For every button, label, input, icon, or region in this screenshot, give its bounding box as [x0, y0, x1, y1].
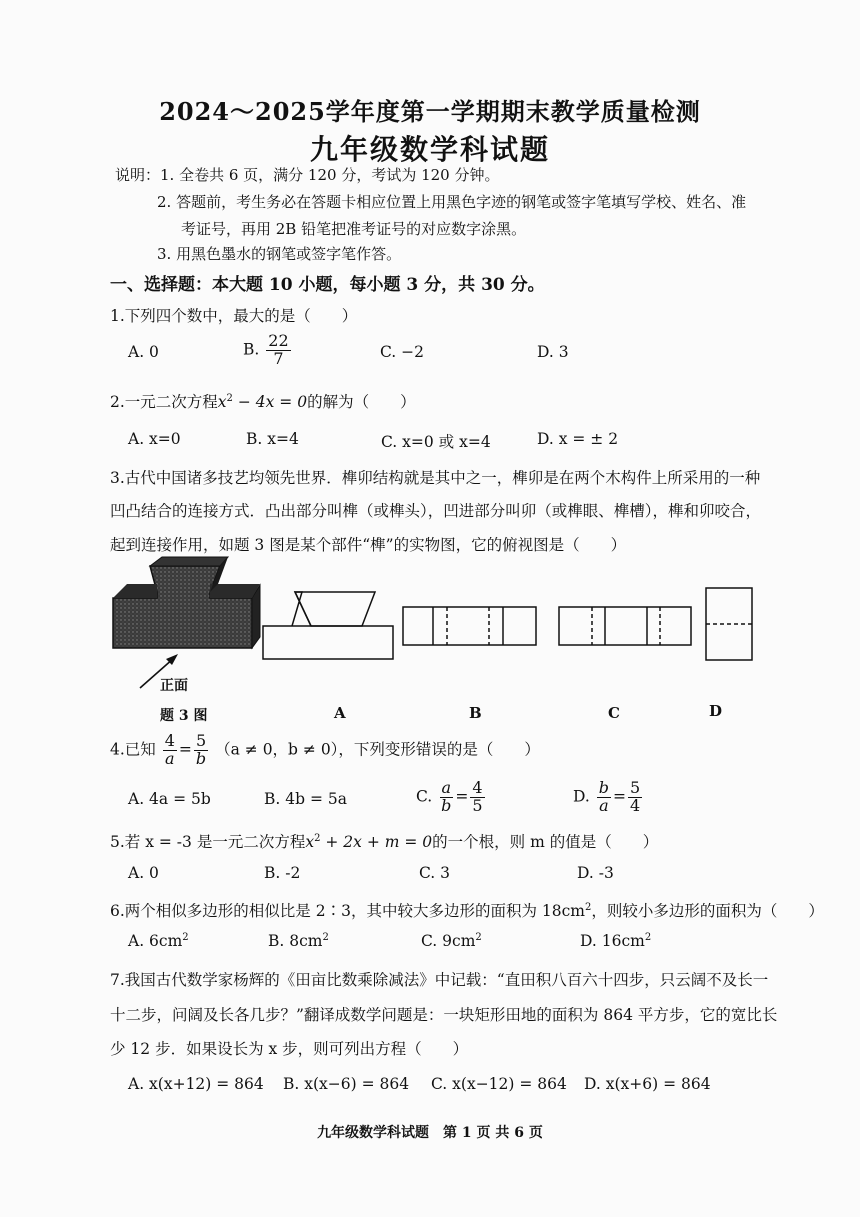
q3-figures — [100, 555, 760, 700]
q6-stem: 6.两个相似多边形的相似比是 2∶3，其中较大多边形的面积为 $18cm^2$，则较小多边形的面积为（ ） — [110, 901, 824, 920]
front-label: 正面 — [160, 678, 188, 694]
option-a-label: A — [334, 704, 346, 722]
q4-stem: 4.已知 $\frac{4}{a}$ = $\frac{5}{b}$ （a ≠ 0，b ≠ 0），下列变形错误的是（ ） — [110, 731, 540, 768]
q3-line-1: 3.古代中国诸多技艺均领先世界．榫卯结构就是其中之一，榫卯是在两个木构件上所采用的一种 — [110, 469, 761, 487]
q3-line-3: 起到连接作用，如题 3 图是某个部件“榫”的实物图，它的俯视图是（ ） — [110, 536, 627, 554]
q7-option-c: C. x(x−12) = 864 — [431, 1075, 567, 1093]
q7-option-a: A. x(x+12) = 864 — [128, 1075, 264, 1093]
note-line-2: 2. 答题前，考生务必在答题卡相应位置上用黑色字迹的钢笔或签字笔填写学校、姓名、准 — [157, 193, 747, 211]
q4-option-b: B. 4b = 5a — [264, 790, 347, 808]
exam-subtitle: 九年级数学科试题 — [309, 133, 550, 166]
option-b-figure — [403, 607, 536, 645]
note-line-1: 说明：1. 全卷共 6 页，满分 120 分，考试为 120 分钟。 — [115, 166, 500, 184]
page-footer: 九年级数学科试题 第 1 页 共 6 页 — [317, 1125, 543, 1141]
q2-option-c: C. x=0 或 x=4 — [381, 433, 491, 451]
q1-option-b: B. $\frac{22}{7}$ — [243, 331, 289, 368]
q2-option-d: D. x = ± 2 — [537, 430, 619, 448]
q7-line-3: 少 12 步．如果设长为 x 步，则可列出方程（ ） — [110, 1040, 469, 1058]
tenon-object-image — [113, 557, 260, 648]
q7-line-1: 7.我国古代数学家杨辉的《田亩比数乘除减法》中记载：“直田积八百六十四步，只云阔不及长一 — [110, 971, 769, 989]
q7-line-2: 十二步，问阔及长各几步？”翻译成数学问题是：一块矩形田地的面积为 864 平方步，它的宽比长 — [110, 1006, 778, 1024]
exam-title: 2024～2025学年度第一学期期末教学质量检测 — [159, 97, 701, 126]
q5-option-b: B. -2 — [264, 864, 301, 882]
option-d-figure — [706, 588, 752, 660]
q4-option-d: D. $\frac{b}{a}$ = $\frac{5}{4}$ — [573, 778, 641, 815]
q1-option-c: C. −2 — [380, 343, 425, 361]
q6-option-c: C. $9cm^2$ — [421, 932, 482, 951]
option-c-figure — [559, 607, 691, 645]
q1-stem: 1.下列四个数中，最大的是（ ） — [110, 307, 358, 325]
q5-option-d: D. -3 — [577, 864, 614, 882]
q1-option-a: A. 0 — [128, 343, 159, 361]
q5-stem: 5.若 x = -3 是一元二次方程$x^2 + 2x + m = 0$的一个根，则 m 的值是（ ） — [110, 832, 659, 851]
q4-option-c: C. $\frac{a}{b}$ = $\frac{4}{5}$ — [416, 778, 483, 815]
q2-stem: 2.一元二次方程$x^2 - 4x = 0$的解为（ ） — [110, 392, 416, 411]
note-line-4: 3. 用黑色墨水的钢笔或签字笔作答。 — [157, 245, 402, 263]
q1-fraction: $\frac{22}{7}$ — [268, 331, 289, 368]
q1-option-d: D. 3 — [537, 343, 569, 361]
option-c-label: C — [608, 704, 620, 722]
q7-option-d: D. x(x+6) = 864 — [584, 1075, 711, 1093]
figure-caption: 题 3 图 — [160, 708, 208, 724]
q7-option-b: B. x(x−6) = 864 — [283, 1075, 410, 1093]
q3-line-2: 凹凸结合的连接方式．凸出部分叫榫（或榫头），凹进部分叫卯（或榫眼、榫槽），榫和卯咬合， — [110, 502, 762, 520]
q6-option-b: B. $8cm^2$ — [268, 932, 329, 951]
q2-option-b: B. x=4 — [246, 430, 299, 448]
q6-option-d: D. $16cm^2$ — [580, 932, 652, 951]
option-d-label: D — [709, 702, 723, 720]
section-heading: 一、选择题：本大题 10 小题，每小题 3 分，共 30 分。 — [110, 275, 545, 295]
q5-option-a: A. 0 — [128, 864, 159, 882]
q6-option-a: A. $6cm^2$ — [128, 932, 189, 951]
q4-option-a: A. 4a = 5b — [128, 790, 211, 808]
note-line-3: 考证号，再用 2B 铅笔把准考证号的对应数字涂黑。 — [181, 220, 527, 238]
q2-option-a: A. x=0 — [128, 430, 181, 448]
option-b-label: B — [469, 704, 482, 722]
q5-option-c: C. 3 — [419, 864, 451, 882]
